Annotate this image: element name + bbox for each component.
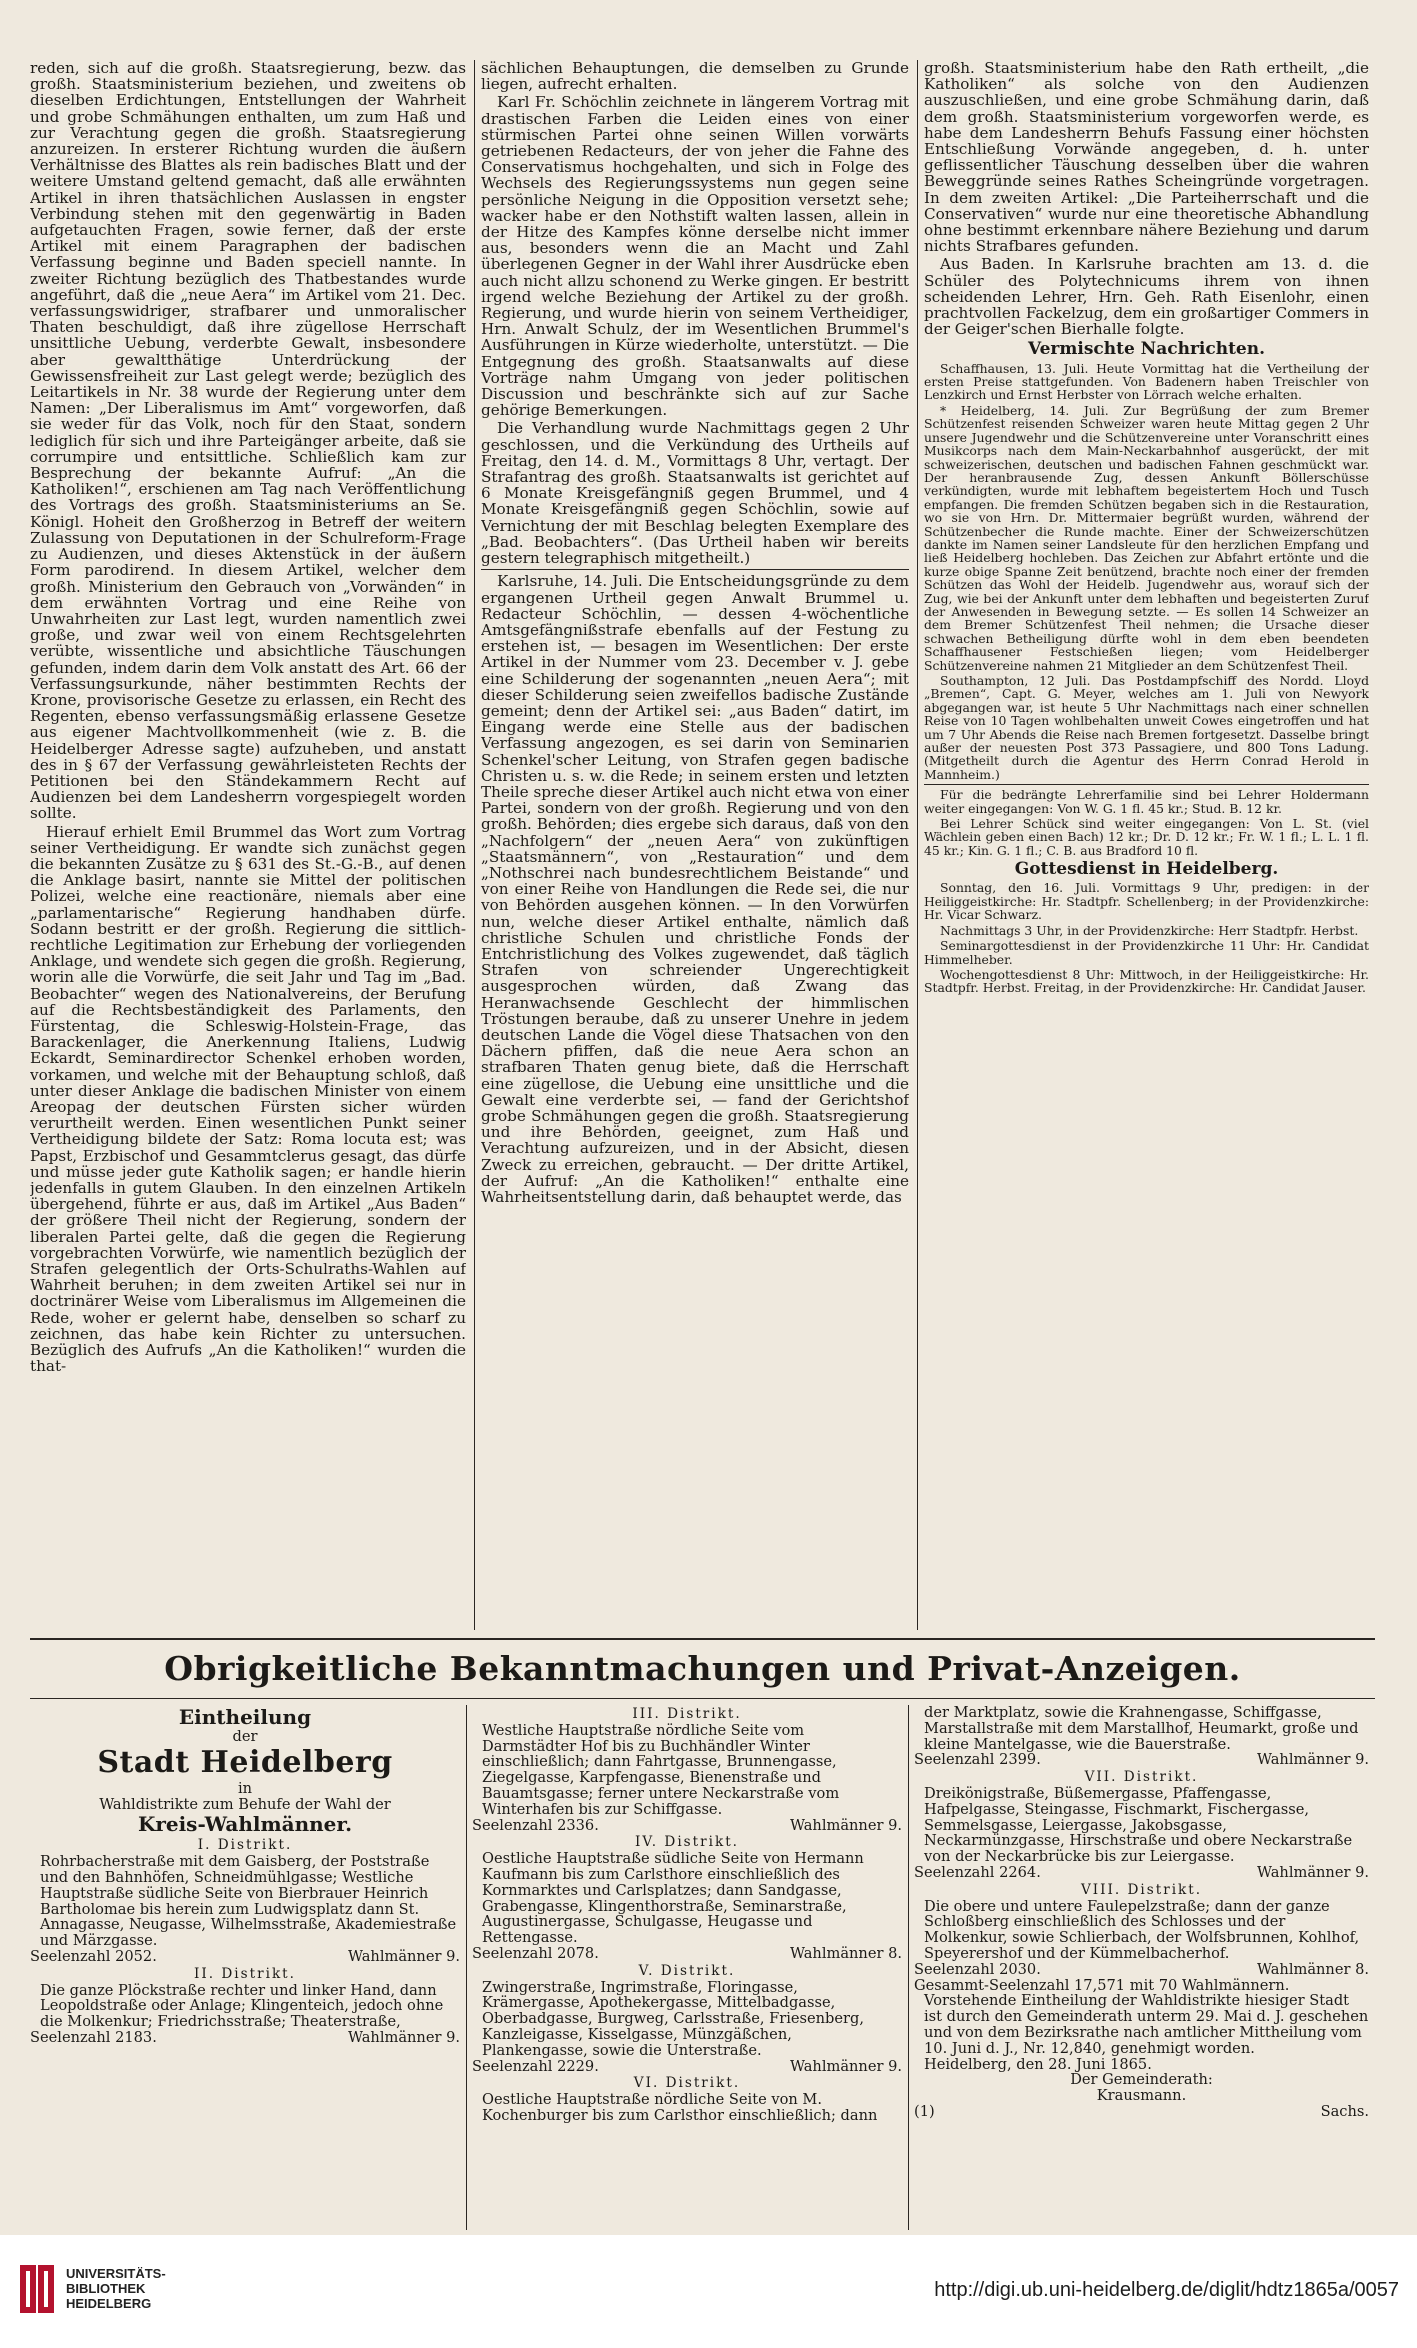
- district-2-streets: Die ganze Plöckstraße rechter und linker Hand, dann Leopoldstraße oder Anlage; Klingenteich, jedoch ohne die Molkenkur; Friedrichsstraße; Theaterstraße,: [40, 1981, 444, 2031]
- news-schaffhausen: Schaffhausen, 13. Juli. Heute Vormittag hat die Vertheilung der ersten Preise stattgefunden. Von Badenern haben Treischler von Lenzkirch und Ernst Herbster von Lörrach welche erhalten.: [924, 360, 1369, 403]
- district-6-counts: [914, 1752, 1369, 1768]
- district-8-seelen: Seelenzahl 2030.: [914, 1960, 1041, 1978]
- logo-line-2: BIBLIOTHEK: [66, 2281, 146, 2296]
- district-column-1: [30, 1705, 460, 2230]
- district-4-wahl: Wahlmänner 8.: [789, 1944, 902, 1962]
- news-southampton: Southampton, 12 Juli. Das Postdampfschiff des Nordd. Lloyd „Bremen“, Capt. G. Meyer, welches am 1. Juli von Newyork abgegangen war, ist heute 5 Uhr Nachmittags nach einer schnellen Reise von 10 Tagen wohlbehalten unweit Cowes eingetroffen und hat um 7 Uhr Abends die Reise nach Bremen fortgesetzt. Dasselbe bringt außer der neuesten Post 373 Passagiere, und 800 Tons Ladung. (Mitgetheilt durch die Agentur des Herrn Conrad Herold in Mannheim.): [924, 673, 1369, 782]
- banner-rule-bottom: [30, 1698, 1375, 1699]
- gottesdienst-heading: Gottesdienst in Heidelberg.: [1014, 859, 1279, 880]
- banner-rule-top: [30, 1638, 1375, 1640]
- eintheilung-der: der: [232, 1728, 258, 1745]
- eintheilung-title: Eintheilung: [178, 1705, 312, 1729]
- district-2-wahl: Wahlmänner 9.: [347, 2028, 460, 2046]
- gesamt-total: Gesammt-Seelenzahl 17,571 mit 70 Wahlmännern.: [914, 1976, 1290, 1994]
- district-7-seelen: Seelenzahl 2264.: [914, 1863, 1041, 1881]
- col2-para-3: Die Verhandlung wurde Nachmittags gegen 2 Uhr geschlossen, und die Verkündung des Urtheils auf Freitag, den 14. d. M., Vormittags 8 Uhr, vertagt. Der Strafantrag des großh. Staatsanwalts ist gerichtet auf 6 Monate Kreisgefängniß gegen Brummel, und 4 Monate Kreisgefängniß gegen Schöchlin, sowie auf Vernichtung der mit Beschlag belegten Exemplare des „Bad. Beobachters“. (Das Urtheil haben wir bereits gestern telegraphisch mitgetheilt.): [481, 419, 909, 568]
- district-3-wahl: Wahlmänner 9.: [789, 1816, 902, 1834]
- closing-notice: Vorstehende Eintheilung der Wahldistrikte hiesiger Stadt ist durch den Gemeinderath unterm 29. Mai d. J. geschehen und von dem Bezirksrathe nach amtlicher Mittheilung vom 10. Juni d. J., Nr. 12,840, genehmigt worden.: [924, 1992, 1369, 2057]
- district-1-seelen: Seelenzahl 2052.: [30, 1947, 157, 1965]
- district-7-counts: [914, 1865, 1369, 1881]
- col3-separator: [924, 784, 1369, 785]
- eintheilung-subtitle: Wahldistrikte zum Behufe der Wahl der: [99, 1795, 391, 1813]
- district-8-wahl: Wahlmänner 8.: [1256, 1960, 1369, 1978]
- district-6-heading: VI. Distrikt.: [633, 2075, 741, 2092]
- district-2-counts: [30, 2030, 460, 2046]
- document-permalink[interactable]: http://digi.ub.uni-heidelberg.de/diglit/hdtz1865a/0057: [934, 2279, 1399, 2301]
- district-4-heading: IV. Distrikt.: [634, 1834, 739, 1851]
- district-5-seelen: Seelenzahl 2229.: [472, 2057, 599, 2075]
- vermischte-nachrichten-heading: Vermischte Nachrichten.: [1027, 339, 1266, 360]
- place-date: Heidelberg, den 28. Juni 1865.: [924, 2055, 1152, 2073]
- signature-krausmann: Krausmann.: [1096, 2087, 1187, 2105]
- district-4-streets: Oestliche Hauptstraße südliche Seite von Hermann Kaufmann bis zum Carlsthore einschließlich des Kornmarktes und Carlsplatzes; dann Sandgasse, Grabengasse, Klingenthorstraße, Seminarstraße, Augustinergasse, Schulgasse, Heugasse und Rettengasse.: [482, 1850, 864, 1947]
- bottom-divider-2: [908, 1705, 909, 2230]
- col3-aus-baden: Aus Baden. In Karlsruhe brachten am 13. d. die Schüler des Polytechnicums ihrem von ihnen scheidenden Lehrer, Hrn. Geh. Rath Eisenlohr, einen prachtvollen Fackelzug, dem ein großartiger Commers in der Geiger'schen Bierhalle folgte.: [924, 255, 1369, 339]
- district-7-heading: VII. Distrikt.: [1084, 1769, 1199, 1786]
- district-6-streets: Oestliche Hauptstraße nördliche Seite von M. Kochenburger bis zum Carlsthor einschließlich; dann: [482, 2091, 878, 2124]
- column-divider-2: [917, 60, 918, 1630]
- news-heidelberg: * Heidelberg, 14. Juli. Zur Begrüßung der zum Bremer Schützenfest reisenden Schweizer waren heute Mittag gegen 2 Uhr unsere Jugendwehr und die Schützenvereine unter Voranschritt eines Musikcorps nach dem Main-Neckarbahnhof ausgerückt, der mit schweizerischen, deutschen und badischen Fahnen geschmückt war. Der heranbrausende Zug, dessen Ankunft Böllerschüsse verkündigten, wurde mit lebhaftem begeistertem Hoch und Tusch empfangen. Die fremden Schützen begaben sich in die Restauration, wo sie von Hrn. Dr. Mittermaier begrüßt wurden, während der Schützenbecher die Runde machte. Einer der Schweizerschützen dankte im Namen seiner Landsleute für den herzlichen Empfang und ließ Heidelberg hochleben. Das Zeichen zur Abfahrt ertönte und die kurze obige Spanne Zeit benützend, brachte noch einer der fremden Schützen das Wohl der Heidelb. Jugendwehr aus, worauf sich der Zug, wie bei der Ankunft unter dem lebhaften und begeisterten Zuruf der Anwesenden in Bewegung setzte. — Es sollen 14 Schweizer an dem Bremer Schützenfest Theil nehmen; die Ursache dieser schwachen Betheiligung dürfte wohl in dem eben beendeten Schaffhausener Festschießen liegen; vom Heidelberger Schützenvereine nahmen 21 Mitglieder an dem Schützenfest Theil.: [924, 402, 1369, 673]
- notice-number: (1): [914, 2102, 935, 2120]
- library-logo-icon: [16, 2261, 58, 2317]
- district-8-streets: Die obere und untere Faulepelzstraße; dann der ganze Schloßberg einschließlich des Schlosses und der Molkenkur, sowie Schlierbach, der Wolfsbrunnen, Kohlhof, Speyerershof und der Kümmelbacherhof.: [924, 1897, 1360, 1962]
- col2-para-2: Karl Fr. Schöchlin zeichnete in längerem Vortrag mit drastischen Farben die Leiden eines von einer stürmischen Partei ohne seinen Willen vorwärts getriebenen Redacteurs, der von jeher die Fahne des Conservatismus hochgehalten, und sich in Folge des Wechsels des Regierungssystems nun gegen seine persönliche Neigung in die Opposition versetzt sehe; wacker habe er den Nothstift walten lassen, allein in der Hitze des Kampfes könne derselbe nicht immer aus, besonders wenn die an Macht und Zahl überlegenen Gegner in der Wahl ihrer Ausdrücke eben auch nicht allzu schonend zu Werke gingen. Er bestritt irgend welche Beziehung der Artikel zu der großh. Regierung, und wurde hierin von seinem Vertheidiger, Hrn. Anwalt Schulz, der im Wesentlichen Brummel's Ausführungen in Kürze wiederholte, unterstützt. — Die Entgegnung des großh. Staatsanwalts auf diese Vorträge nahm Umgang von jeder politischen Discussion und beschränkte sich auf zur Sache gehörige Bemerkungen.: [481, 93, 909, 420]
- viewer-footer: [0, 2235, 1417, 2348]
- logo-line-3: HEIDELBERG: [66, 2296, 152, 2311]
- gemeinderath-label: Der Gemeinderath:: [1070, 2071, 1213, 2089]
- kreis-wahlmaenner-title: Kreis-Wahlmänner.: [137, 1812, 353, 1837]
- col2-para-karlsruhe: Karlsruhe, 14. Juli. Die Entscheidungsgründe zu dem ergangenen Urtheil gegen Anwalt Brummel u. Redacteur Schöchlin, — dessen 4-wöchentliche Amtsgefängnißstrafe ebenfalls auf der Festung zu erstehen ist, — besagen im Wesentlichen: Der erste Artikel in der Nummer vom 23. December v. J. gebe eine Schilderung der sogenannten „neuen Aera“; mit dieser Schilderung seien zweifellos badische Zustände gemeint; denn der Artikel sei: „aus Baden“ datirt, im Eingang werde eine Stelle aus der badischen Verfassung angezogen, es sei darin von Seminarien Schenkel'scher Leitung, von Strafen gegen badische Christen u. s. w. die Rede; in seinem ersten und letzten Theile spreche dieser Artikel auch nicht etwa von einer Partei, sondern von der großh. Regierung und von den großh. Behörden; dies ergebe sich daraus, daß von den „Nachfolgern“ der „neuen Aera“ von zukünftigen „Staatsmännern“, von „Restauration“ und dem „Nothschrei nach bundesrechtlichem Beistande“ und von einer Reihe von Handlungen die Rede sei, die nur von Behörden ausgehen können. — In den Vorwürfen nun, welche dieser Artikel enthalte, nämlich daß christliche Schulen und christliche Fonds der Entchristlichung des Volkes zugewendet, daß täglich Strafen von schreiender Ungerechtigkeit ausgesprochen würden, daß Zwang das Heranwachsende Geschlecht der himmlischen Tröstungen beraube, daß zu unserer Unehre in jedem deutschen Lande die Vögel diese Thatsachen von den Dächern pfiffen, daß die neue Aera schon an strafbaren Thaten genug biete, daß die Herrschaft eine zügellose, die Uebung eine unsittliche und die Gewalt eine verderbte sei, — fand der Gerichtshof grobe Schmähungen gegen die großh. Staatsregierung und ihre Behörden, geeignet, zum Haß und Verachtung aufzureizen, und in der Absicht, diesen Zweck zu erreichen, gebraucht. — Der dritte Artikel, der Aufruf: „An die Katholiken!“ enthalte eine Wahrheitsentstellung darin, daß behauptet werde, das: [481, 572, 909, 1207]
- district-2-seelen: Seelenzahl 2183.: [30, 2028, 157, 2046]
- district-4-counts: [472, 1946, 902, 1962]
- gottesdienst-3: Seminargottesdienst in der Providenzkirche 11 Uhr: Hr. Candidat Himmelheber.: [924, 938, 1369, 967]
- district-2-heading: II. Distrikt.: [194, 1965, 296, 1982]
- district-4-seelen: Seelenzahl 2078.: [472, 1944, 599, 1962]
- bottom-divider-1: [466, 1705, 467, 2230]
- district-3-counts: [472, 1818, 902, 1834]
- col2-para-1: sächlichen Behauptungen, die demselben zu Grunde liegen, aufrecht erhalten.: [481, 60, 909, 94]
- col3-para-top: großh. Staatsministerium habe den Rath ertheilt, „die Katholiken“ als solche von den Audienzen auszuschließen, und eine grobe Schmähung darin, daß dem großh. Staatsministerium vorgeworfen werde, es habe dem Landesherrn Behufs Fassung einer höchsten Entschließung Vorwände angegeben, d. h. unter geflissentlicher Täuschung desselben über die wahren Beweggründe seines Rathes Scheingründe vorgetragen. In dem zweiten Artikel: „Die Parteiherrschaft und die Conservativen“ wurde nur eine theoretische Abhandlung ohne bestimmt erkennbare nähere Beziehung und darum nichts Strafbares gefunden.: [924, 60, 1369, 256]
- district-1-counts: [30, 1949, 460, 1965]
- district-3-seelen: Seelenzahl 2336.: [472, 1816, 599, 1834]
- column-1: [30, 60, 466, 1630]
- district-5-heading: V. Distrikt.: [638, 1962, 736, 1979]
- eintheilung-in: in: [237, 1779, 253, 1797]
- announcements-banner: Obrigkeitliche Bekanntmachungen und Privat-Anzeigen.: [164, 1649, 1241, 1688]
- col1-para-1: reden, sich auf die großh. Staatsregierung, bezw. das großh. Staatsministerium beziehen, und zweitens ob dieselben Erdichtungen, Entstellungen der Wahrheit und grobe Schmähungen enthalten, um zum Haß und zur Verachtung gegen die großh. Staatsregierung anzureizen. In ersterer Richtung wurden die äußern Verhältnisse des Blattes als rein badisches Blatt und der weitere Umstand geltend gemacht, daß alle erwähnten Artikel in ihren thatsächlichen Auslassen in engster Verbindung stehen mit den gegenwärtig in Baden aufgetauchten Fragen, sowie ferner, daß der erste Artikel mit einem Paragraphen der badischen Verfassung beginne und Baden speciell nannte. In zweiter Richtung bezüglich des Thatbestandes wurde angeführt, daß die „neue Aera“ im Artikel vom 21. Dec. verfassungswidriger, strafbarer und unmoralischer Thaten beschuldigt, daß ihre zügellose Herrschaft unsittliche Uebung, verderbte Gewalt, insbesondere aber gewaltthätige Unterdrückung der Gewissensfreiheit zur Last gelegt werde; bezüglich des Leitartikels in Nr. 38 wurde der Regierung unter dem Namen: „Der Liberalismus im Amt“ vorgeworfen, daß sie weder für das Volk, noch für den Staat, sondern lediglich für sich und ihre Parteigänger arbeite, daß sie corrumpire und entsittliche. Schließlich kam zur Besprechung der bekannte Aufruf: „An die Katholiken!“, erschienen am Tag nach Veröffentlichung des Vortrags des großh. Staatsministeriums an Se. Königl. Hoheit den Großherzog in Betreff der weitern Zulassung von Deputationen in der Schulreform-Frage zu Audienzen, und dieses Aktenstück in der äußern Form parodirend. In diesem Artikel, welcher dem großh. Ministerium den Gebrauch von „Vorwänden“ in dem erwähnten Vortrag und eine Reihe von Unwahrheiten zur Last legt, wurden namentlich zwei große, und zwar weil von einem Rechtsgelehrten verübte, wissentliche und absichtliche Täuschungen gefunden, indem darin dem Volk anstatt des Art. 66 der Verfassungsurkunde, näher bestimmten Rechts der Krone, provisorische Gesetze zu erlassen, ein Recht des Regenten, ebenso verfassungsmäßig erlassene Gesetze aus eigener Machtvollkommenheit (wie z. B. die Heidelberger Adresse sagte) aufzuheben, und anstatt des in § 67 der Verfassung gewährleisteten Rechts der Petitionen bei den Ständekammern Recht auf Audienzen bei dem Landesherrn vorgespiegelt worden sollte.: [30, 60, 466, 823]
- district-5-streets: Zwingerstraße, Ingrimstraße, Floringasse, Krämergasse, Apothekergasse, Mittelbadgasse, Oberbadgasse, Burgweg, Carlsstraße, Friesenberg, Kanzleigasse, Kisselgasse, Münzgäßchen, Plankengasse, sowie die Unterstraße.: [482, 1978, 864, 2059]
- col1-para-2: Hierauf erhielt Emil Brummel das Wort zum Vortrag seiner Vertheidigung. Er wandte sich zunächst gegen die bekannten Zusätze zu § 631 des St.-G.-B., auf denen die Anklage basirt, nannte sie Mittel der politischen Polizei, welche eine reactionäre, niemals aber eine „parlamentarische“ Regierung handhaben dürfe. Sodann bestritt er der großh. Regierung die sittlich-rechtliche Legitimation zur Erhebung der vorliegenden Anklage, und wendete sich gegen die großh. Regierung, worin alle die Vorwürfe, die seit Jahr und Tag im „Bad. Beobachter“ wegen des Nationalvereins, der Berufung auf die Rechtsbeständigkeit des Parlaments, den Fürstentag, die Schleswig-Holstein-Frage, das Barackenlager, die Anerkennung Italiens, Ludwig Eckardt, Seminardirector Schenkel erhoben worden, vorkamen, und welche mit der Behauptung schloß, daß unter dieser Anklage die badischen Minister von einem Areopag der deutschen Fürsten sicher würden verurtheilt werden. Einen wesentlichen Punkt seiner Vertheidigung bildete der Satz: Roma locuta est; was Papst, Erzbischof und Gesammtclerus gesagt, das dürfe und müsse jeder gute Katholik sagen; er handle hierin jedenfalls in gutem Glauben. In den einzelnen Artikeln übergehend, führte er aus, daß im Artikel „Aus Baden“ der größere Theil nicht der Regierung, sondern der liberalen Partei gelte, daß die gegen die Regierung vorgebrachten Vorwürfe, wie namentlich bezüglich der Strafen gelegentlich der Orts-Schulraths-Wahlen auf Wahrheit beruhen; in dem zweiten Artikel sei nur in doctrinärer Weise vom Liberalismus im Allgemeinen die Rede, woher er gelernt habe, denselben so scharf zu zeichnen, das habe kein Richter zu untersuchen. Bezüglich des Aufrufs „An die Katholiken!“ wurden die that-: [30, 822, 466, 1376]
- stadt-heidelberg-title: Stadt Heidelberg: [97, 1744, 393, 1780]
- district-5-counts: [472, 2059, 902, 2075]
- district-1-heading: I. Distrikt.: [197, 1837, 293, 1854]
- col2-separator: [481, 569, 909, 570]
- district-3-streets: Westliche Hauptstraße nördliche Seite vom Darmstädter Hof bis zu Buchhändler Winter einschließlich; dann Fahrtgasse, Brunnengasse, Ziegelgasse, Karpfengasse, Bienenstraße und Bauamtsgasse; ferner untere Neckarstraße vom Winterhafen bis zur Schiffgasse.: [482, 1721, 840, 1818]
- district-1-wahl: Wahlmänner 9.: [347, 1947, 460, 1965]
- donation-2: Bei Lehrer Schück sind weiter eingegangen: Von L. St. (viel Wächlein geben einen Bach) 12 kr.; Dr. D. 12 kr.; Fr. W. 1 fl.; L. L. 1 fl. 45 kr.; Kin. G. 1 fl.; C. B. aus Bradford 10 fl.: [924, 816, 1369, 858]
- district-1-streets: Rohrbacherstraße mit dem Gaisberg, der Poststraße und den Bahnhöfen, Schneidmühlgasse; Westliche Hauptstraße südliche Seite von Bierbrauer Heinrich Bartholomae bis herein zum Ludwigsplatz dann St. Annagasse, Neugasse, Wilhelmsstraße, Akademiestraße und Märzgasse.: [40, 1853, 457, 1950]
- signature-sachs: Sachs.: [1320, 2102, 1369, 2120]
- district-5-wahl: Wahlmänner 9.: [789, 2057, 902, 2075]
- district-column-3: [914, 1705, 1369, 2230]
- district-8-heading: VIII. Distrikt.: [1080, 1881, 1203, 1898]
- signature-row: [914, 2104, 1369, 2120]
- district-column-2: [472, 1705, 902, 2230]
- district-6-wahl: Wahlmänner 9.: [1256, 1751, 1369, 1769]
- column-2: [481, 60, 909, 1630]
- district-6-seelen: Seelenzahl 2399.: [914, 1751, 1041, 1769]
- library-logo-text: [66, 2266, 236, 2311]
- district-7-streets: Dreikönigstraße, Büßemergasse, Pfaffengasse, Hafpelgasse, Steingasse, Fischmarkt, Fischergasse, Semmelsgasse, Leiergasse, Jakobsgasse, Neckarmünzgasse, Hirschstraße und obere Neckarstraße von der Neckarbrücke bis zur Leiergasse.: [924, 1784, 1353, 1866]
- district-6-streets-cont: der Marktplatz, sowie die Krahnengasse, Schiffgasse, Marstallstraße mit dem Marstallhof, Heumarkt, große und kleine Mantelgasse, wie die Bauerstraße.: [924, 1705, 1359, 1753]
- donation-1: Für die bedrängte Lehrerfamilie sind bei Lehrer Holdermann weiter eingegangen: Von W. G. 1 fl. 45 kr.; Stud. B. 12 kr.: [924, 787, 1369, 816]
- logo-line-1: UNIVERSITÄTS-: [66, 2266, 166, 2281]
- gottesdienst-2: Nachmittags 3 Uhr, in der Providenzkirche: Herr Stadtpfr. Herbst.: [940, 922, 1359, 938]
- gottesdienst-4: Wochengottesdienst 8 Uhr: Mittwoch, in der Heiliggeistkirche: Hr. Stadtpfr. Herbst. Freitag, in der Providenzkirche: Hr. Candidat Jauser.: [924, 966, 1369, 996]
- district-8-counts: [914, 1962, 1369, 1978]
- district-7-wahl: Wahlmänner 9.: [1256, 1863, 1369, 1881]
- column-3: [924, 60, 1369, 1630]
- gottesdienst-1: Sonntag, den 16. Juli. Vormittags 9 Uhr, predigen: in der Heiliggeistkirche: Hr. Stadtpfr. Schellenberg; in der Providenzkirche: Hr. Vicar Schwarz.: [924, 880, 1369, 923]
- district-3-heading: III. Distrikt.: [632, 1706, 742, 1722]
- column-divider-1: [474, 60, 475, 1630]
